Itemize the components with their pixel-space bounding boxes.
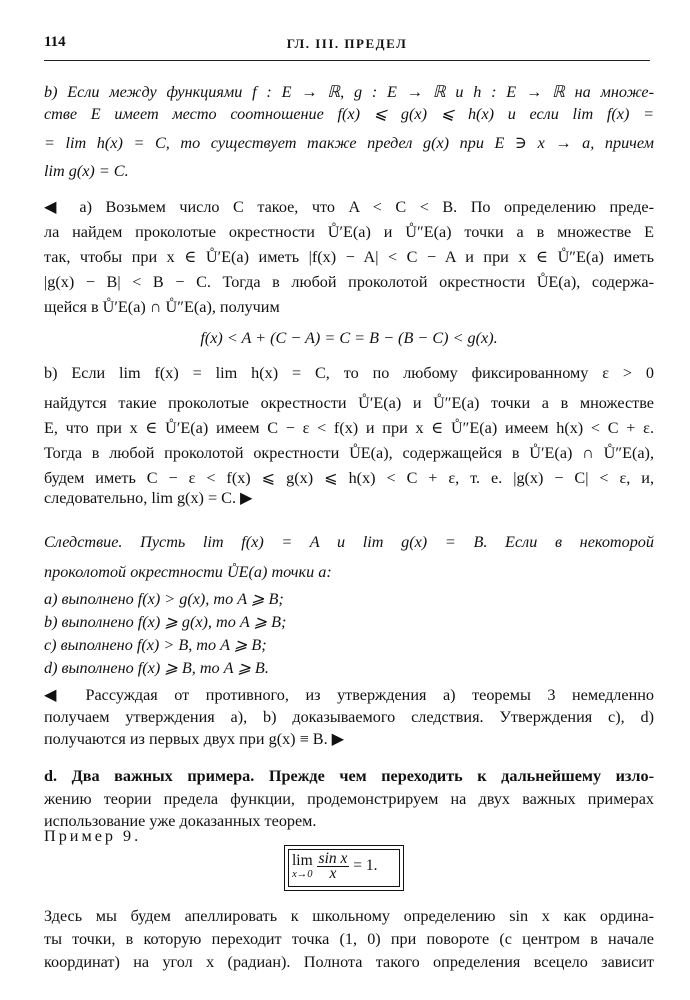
section-d-line-3: использование уже доказанных теорем. (44, 812, 317, 830)
display-formula-1: f(x) < A + (C − A) = C = B − (B − C) < g(x). (200, 329, 498, 347)
final-line-1: Здесь мы будем апеллировать к школьному определению sin x как ордина- (44, 907, 654, 925)
text-line-4: lim g(x) = C. (44, 162, 129, 180)
text-line-2: стве E имеет место соотношение f(x) ⩽ g(x) ⩽ h(x) и если lim f(x) = (44, 105, 654, 123)
text-line-6: ла найдем проколотые окрестности Ů′E(a) и Ů″E(a) точки a в множестве E (44, 223, 654, 241)
corollary-heading: Следствие. Пусть lim f(x) = A и lim g(x) = B. Если в некоторой (44, 533, 654, 551)
corollary-item-a: a) выполнено f(x) > g(x), то A ⩾ B; (44, 590, 284, 608)
page-header (44, 34, 650, 61)
section-d-title: d. Два важных примера. Прежде чем переходить к дальнейшему изло- (44, 767, 654, 785)
boxed-lim (292, 852, 313, 880)
boxed-numerator: sin x (318, 850, 348, 867)
text-line-8: |g(x) − B| < B − C. Тогда в любой проколотой окрестности ŮE(a), содержа- (44, 273, 654, 291)
final-line-3: координат) на угол x (радиан). Полнота такого определения всецело зависит (44, 953, 654, 971)
proof-line-2: получаем утверждения a), b) доказываемого следствия. Утверждения c), d) (44, 708, 654, 726)
corollary-item-b: b) выполнено f(x) ⩾ g(x), то A ⩾ B; (44, 613, 287, 631)
text-line-9: щейся в Ů′E(a) ∩ Ů″E(a), получим (44, 298, 280, 316)
text-line-13: Тогда в любой проколотой окрестности ŮE(a), содержащейся в Ů′E(a) ∩ Ů″E(a), (44, 444, 654, 462)
text-line-14: будем иметь C − ε < f(x) ⩽ g(x) ⩽ h(x) < C + ε, т. е. |g(x) − C| < ε, и, (44, 469, 654, 487)
boxed-formula (292, 852, 396, 881)
boxed-rhs: = 1. (353, 857, 378, 875)
text-line-11: найдутся такие проколотые окрестности Ů′E(a) и Ů″E(a) точки a в множестве (44, 394, 654, 412)
text-line-10: b) Если lim f(x) = lim h(x) = C, то по любому фиксированному ε > 0 (44, 364, 654, 382)
section-d-line-2: жению теории предела функции, продемонстрируем на двух важных примерах (44, 790, 654, 808)
example-label: Пример 9. (44, 827, 142, 845)
page-number: 114 (44, 34, 66, 50)
corollary-item-c: c) выполнено f(x) > B, то A ⩾ B; (44, 636, 267, 654)
proof-line-3: получаются из первых двух при g(x) ≡ B. ▶ (44, 730, 345, 748)
running-title: ГЛ. III. ПРЕДЕЛ (286, 36, 408, 51)
final-line-2: ты точки, в которую переходит точка (1, 0) при повороте (с центром в начале (44, 930, 654, 948)
section-d-line-1 (44, 765, 654, 787)
text-line-15: следовательно, lim g(x) = C. ▶ (44, 489, 253, 507)
text-line-12: E, что при x ∈ Ů′E(a) имеем C − ε < f(x) и при x ∈ Ů″E(a) имеем h(x) < C + ε. (44, 419, 654, 437)
boxed-lim-word: lim (292, 852, 313, 869)
text-line-1: b) Если между функциями f : E → ℝ, g : E → ℝ и h : E → ℝ на множе- (44, 83, 654, 101)
corollary-line-2: проколотой окрестности ŮE(a) точки a: (44, 563, 332, 581)
proof-line-1: ◀ Рассуждая от противного, из утверждения a) теоремы 3 немедленно (44, 686, 654, 704)
boxed-denominator: x (329, 865, 337, 882)
boxed-lim-sub: x→0 (292, 869, 313, 880)
text-line-5: ◀ a) Возьмем число C такое, что A < C < B. По определению преде- (44, 198, 654, 216)
boxed-fraction (317, 852, 350, 881)
text-line-7: так, чтобы при x ∈ Ů′E(a) иметь |f(x) − A| < C − A и при x ∈ Ů″E(a) иметь (44, 248, 654, 266)
corollary-item-d: d) выполнено f(x) ⩾ B, то A ⩾ B. (44, 659, 269, 677)
text-line-3: = lim h(x) = C, то существует также предел g(x) при E ∋ x → a, причем (44, 134, 654, 152)
